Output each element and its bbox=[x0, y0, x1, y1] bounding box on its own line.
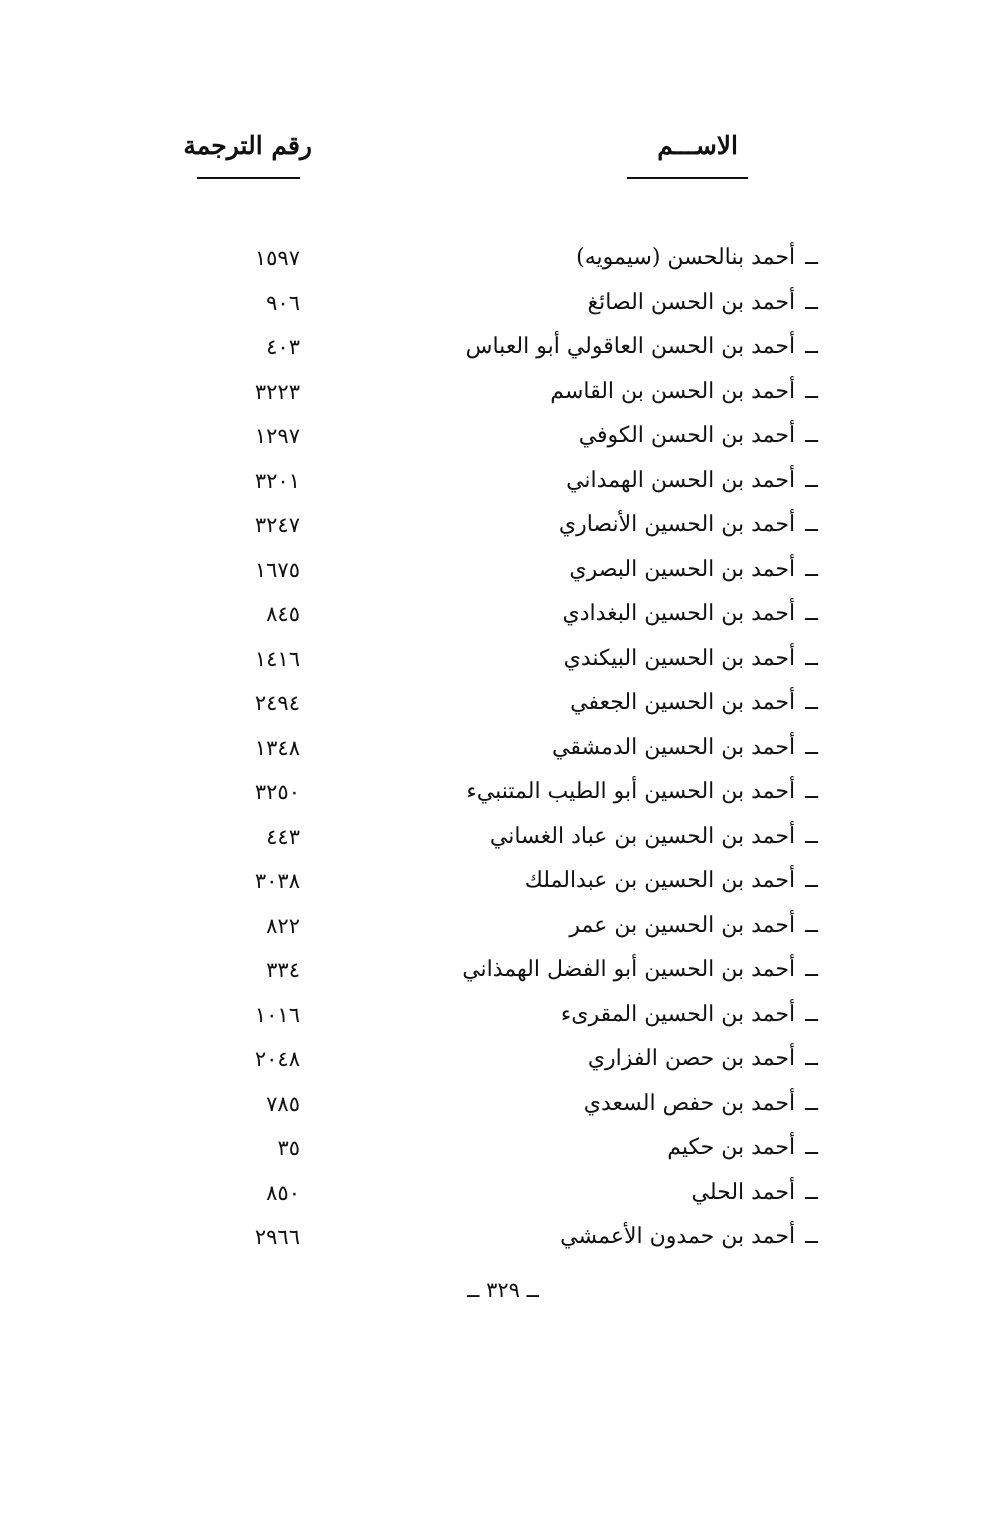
entry-biography-number: ٢٠٤٨ bbox=[254, 1047, 300, 1071]
entry-name-text: أحمد بن الحسين الدمشقي bbox=[552, 734, 796, 760]
entry-name bbox=[559, 503, 818, 547]
index-entry bbox=[0, 948, 1006, 993]
entry-name bbox=[560, 1215, 818, 1259]
entry-biography-number: ٨٥٠ bbox=[266, 1180, 300, 1205]
entry-name bbox=[579, 414, 818, 458]
entry-biography-number: ١٠١٦ bbox=[254, 1002, 300, 1027]
entry-dash: ــ bbox=[805, 1046, 818, 1071]
entry-name bbox=[563, 592, 819, 636]
entry-dash: ــ bbox=[805, 467, 818, 493]
entry-name bbox=[569, 904, 818, 948]
index-entry bbox=[0, 459, 1006, 504]
entry-name-text: أحمد بن الحسن الهمداني bbox=[566, 467, 796, 493]
entry-dash: ــ bbox=[805, 1090, 818, 1116]
entry-name-text: أحمد بن حصن الفزاري bbox=[587, 1046, 796, 1071]
entry-biography-number: ١٤١٦ bbox=[254, 646, 300, 671]
name-header-underline bbox=[627, 177, 748, 179]
entry-name-text: أحمد بن حمدون الأعمشي bbox=[560, 1224, 796, 1249]
entry-biography-number: ٤٠٣ bbox=[266, 335, 300, 359]
index-entry bbox=[0, 859, 1006, 904]
entry-biography-number: ٣٣٤ bbox=[266, 958, 300, 982]
entry-biography-number: ١٥٩٧ bbox=[254, 246, 300, 270]
entry-name-text: أحمد بن الحسين البغدادي bbox=[562, 601, 796, 626]
entry-dash: ــ bbox=[805, 512, 818, 537]
entry-name bbox=[584, 1082, 818, 1126]
entry-name-text: أحمد بن الحسين الجعفي bbox=[570, 690, 796, 715]
index-entry bbox=[0, 281, 1006, 326]
number-header-underline bbox=[197, 177, 300, 179]
index-entry bbox=[0, 236, 1006, 281]
entry-name-text: أحمد بن الحسن الكوفي bbox=[578, 423, 796, 448]
entry-name bbox=[561, 993, 818, 1037]
entry-name bbox=[667, 1126, 818, 1170]
entry-biography-number: ٢٤٩٤ bbox=[254, 691, 300, 715]
entry-dash: ــ bbox=[805, 245, 818, 270]
index-entry bbox=[0, 1126, 1006, 1171]
entry-biography-number: ٩٠٦ bbox=[266, 290, 300, 315]
entry-biography-number: ٤٤٣ bbox=[266, 824, 300, 849]
entry-biography-number: ٧٨٥ bbox=[266, 1091, 300, 1116]
index-entry bbox=[0, 770, 1006, 815]
index-entry bbox=[0, 815, 1006, 860]
entry-name-text: أحمد بن الحسين البصري bbox=[569, 556, 796, 582]
entry-name bbox=[550, 370, 818, 414]
index-entry bbox=[0, 548, 1006, 593]
entry-name-text: أحمد بن الحسين بن عباد الغساني bbox=[489, 823, 796, 849]
index-entry bbox=[0, 414, 1006, 459]
entry-biography-number: ٣٥ bbox=[277, 1136, 300, 1160]
entry-name-text: أحمد بن حكيم bbox=[667, 1135, 796, 1160]
number-column-header: رقم الترجمة bbox=[183, 131, 312, 160]
entry-name bbox=[570, 681, 818, 725]
entry-dash: ــ bbox=[805, 645, 818, 671]
entry-dash: ــ bbox=[805, 1001, 818, 1027]
index-entry bbox=[0, 370, 1006, 415]
entry-name-text: أحمد بنالحسن (سيمويه) bbox=[576, 245, 796, 270]
entry-name-text: أحمد بن الحسين أبو الفضل الهمذاني bbox=[462, 957, 796, 982]
entry-dash: ــ bbox=[805, 690, 818, 715]
entry-dash: ــ bbox=[805, 734, 818, 760]
entry-name-text: أحمد بن الحسين بن عمر bbox=[569, 912, 796, 938]
entry-dash: ــ bbox=[805, 556, 818, 582]
index-entry bbox=[0, 592, 1006, 637]
entry-dash: ــ bbox=[805, 1135, 818, 1160]
page-number: ــ ٣٢٩ ــ bbox=[467, 1278, 539, 1302]
entry-name-text: أحمد بن الحسين أبو الطيب المتنبيء bbox=[466, 779, 796, 804]
entry-dash: ــ bbox=[805, 289, 818, 315]
entry-biography-number: ١٦٧٥ bbox=[254, 557, 300, 582]
entry-name-text: أحمد بن الحسين المقرىء bbox=[560, 1001, 796, 1027]
name-column-header: الاســـم bbox=[657, 131, 738, 160]
entry-dash: ــ bbox=[805, 779, 818, 804]
entry-dash: ــ bbox=[805, 601, 818, 626]
entry-name-text: أحمد بن الحسين البيكندي bbox=[563, 645, 796, 671]
entry-name bbox=[490, 815, 818, 859]
index-entry bbox=[0, 1215, 1006, 1260]
entry-dash: ــ bbox=[805, 823, 818, 849]
entry-dash: ــ bbox=[805, 423, 818, 448]
entry-biography-number: ٣٢٠١ bbox=[254, 468, 300, 493]
entry-name-text: أحمد بن الحسن الصائغ bbox=[587, 289, 796, 315]
index-entry bbox=[0, 637, 1006, 682]
entry-biography-number: ٣٢٢٣ bbox=[254, 379, 300, 404]
index-entry bbox=[0, 681, 1006, 726]
index-entry bbox=[0, 325, 1006, 370]
index-entry bbox=[0, 726, 1006, 771]
entry-name bbox=[525, 859, 818, 903]
entry-dash: ــ bbox=[805, 957, 818, 982]
index-entry bbox=[0, 904, 1006, 949]
entry-dash: ــ bbox=[805, 1224, 818, 1249]
entry-name bbox=[576, 236, 818, 280]
entry-name-text: أحمد بن الحسين بن عبدالملك bbox=[524, 868, 796, 893]
entry-dash: ــ bbox=[805, 868, 818, 893]
entry-name bbox=[462, 948, 818, 992]
entry-biography-number: ٨٤٥ bbox=[266, 602, 300, 626]
entry-name bbox=[692, 1171, 819, 1215]
entry-dash: ــ bbox=[805, 378, 818, 404]
entry-biography-number: ٣٢٥٠ bbox=[254, 780, 300, 804]
entry-name bbox=[466, 770, 818, 814]
entry-dash: ــ bbox=[805, 1179, 818, 1205]
entry-name-text: أحمد بن حفص السعدي bbox=[583, 1090, 796, 1116]
entry-name bbox=[588, 1037, 818, 1081]
entry-biography-number: ١٢٩٧ bbox=[254, 424, 300, 448]
index-entry bbox=[0, 1171, 1006, 1216]
index-entry bbox=[0, 1082, 1006, 1127]
entry-dash: ــ bbox=[805, 912, 818, 938]
index-entry bbox=[0, 993, 1006, 1038]
entry-name bbox=[564, 637, 818, 681]
entry-biography-number: ٢٩٦٦ bbox=[254, 1225, 300, 1249]
entry-name-text: أحمد الحلي bbox=[691, 1179, 796, 1205]
entry-name-text: أحمد بن الحسين الأنصاري bbox=[558, 512, 796, 537]
index-entry bbox=[0, 503, 1006, 548]
entry-biography-number: ٣٠٣٨ bbox=[254, 869, 300, 893]
entry-name bbox=[587, 281, 818, 325]
entry-name bbox=[552, 726, 818, 770]
index-entry-list bbox=[0, 236, 1006, 1260]
entry-dash: ــ bbox=[805, 334, 818, 359]
entry-name bbox=[569, 548, 818, 592]
entry-name bbox=[566, 459, 818, 503]
entry-biography-number: ١٣٤٨ bbox=[254, 735, 300, 760]
entry-name bbox=[466, 325, 818, 369]
entry-biography-number: ٣٢٤٧ bbox=[254, 513, 300, 537]
entry-name-text: أحمد بن الحسن العاقولي أبو العباس bbox=[465, 334, 796, 359]
index-entry bbox=[0, 1037, 1006, 1082]
entry-name-text: أحمد بن الحسن بن القاسم bbox=[550, 378, 796, 404]
entry-biography-number: ٨٢٢ bbox=[266, 913, 300, 938]
